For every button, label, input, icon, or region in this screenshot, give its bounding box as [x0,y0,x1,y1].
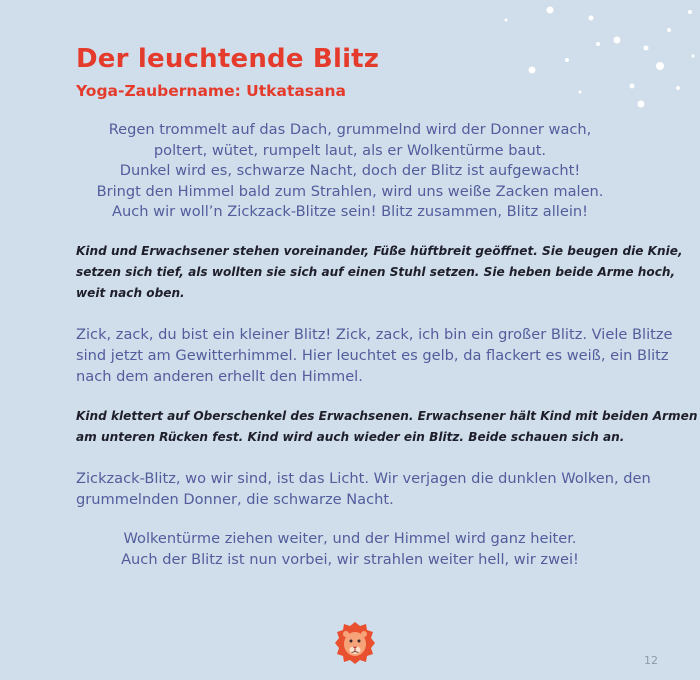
prose-block-2 [76,468,656,510]
verse-line: poltert, wütet, rumpelt laut, als er Wolkentürme baut. [153,141,547,159]
instruction-line: am unteren Rücken fest. Kind wird auch wieder ein Blitz. Beide schauen sich an. [76,430,625,444]
lion-face-icon [334,620,376,666]
prose-line: Zickzack-Blitz, wo wir sind, ist das Licht. Wir verjagen die dunklen Wolken, den [76,470,651,487]
instruction-block-1 [76,241,683,304]
verse-line: Bringt den Himmel bald zum Strahlen, wird uns weiße Zacken malen. [96,182,604,200]
instruction-line: Kind und Erwachsener stehen voreinander, Füße hüftbreit geöffnet. Sie beugen die Knie, [76,244,683,258]
prose-line: Zick, zack, du bist ein kleiner Blitz! Zick, zack, ich bin ein großer Blitz. Viele Blitze [76,326,673,343]
snow-dots-decoration [470,0,700,140]
prose-line: nach dem anderen erhellt den Himmel. [76,368,363,385]
prose-block-1 [76,324,673,387]
verse-block-1 [70,120,630,223]
verse-line: Wolkentürme ziehen weiter, und der Himmel wird ganz heiter. [123,530,577,547]
prose-line: grummelnden Donner, die schwarze Nacht. [76,491,394,508]
instruction-line: setzen sich tief, als wollten sie sich auf einen Stuhl setzen. Sie heben beide Arme hoch, [76,265,676,279]
verse-line: Auch wir woll’n Zickzack-Blitze sein! Blitz zusammen, Blitz allein! [112,203,588,220]
page-number: 12 [644,654,658,667]
verse-line: Regen trommelt auf das Dach, grummelnd wird der Donner wach, [108,121,592,138]
page-subtitle: Yoga-Zaubername: Utkatasana [76,82,346,100]
page-title: Der leuchtende Blitz [76,44,380,74]
instruction-line: weit nach oben. [76,286,185,300]
verse-line: Dunkel wird es, schwarze Nacht, doch der Blitz ist aufgewacht! [119,162,581,179]
prose-line: sind jetzt am Gewitterhimmel. Hier leuchtet es gelb, da flackert es weiß, ein Blitz [76,347,669,364]
verse-line: Auch der Blitz ist nun vorbei, wir strahlen weiter hell, wir zwei! [121,550,579,568]
instruction-line: Kind klettert auf Oberschenkel des Erwachsenen. Erwachsener hält Kind mit beiden Armen [76,409,698,423]
instruction-block-2 [76,406,698,448]
verse-block-2 [70,529,630,570]
